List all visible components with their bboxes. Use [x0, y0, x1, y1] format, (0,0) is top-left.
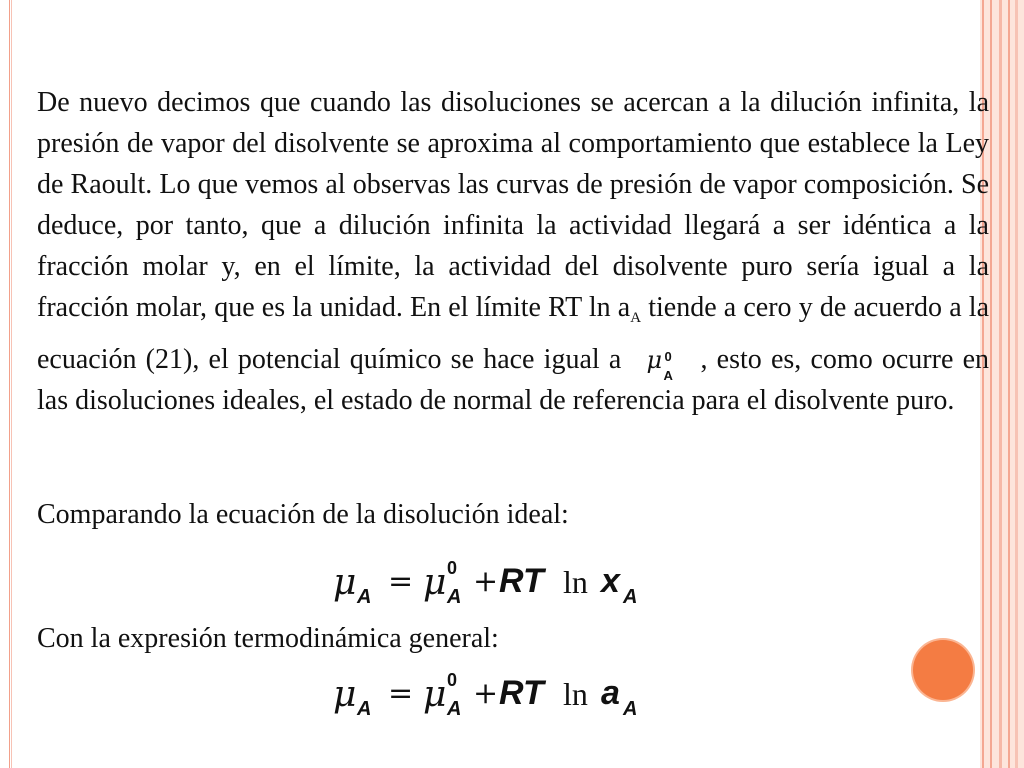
eq-ln: ln: [563, 676, 588, 712]
inline-mu-sub: A: [663, 368, 673, 383]
eq-var-sub: A: [623, 586, 638, 608]
general-expression-intro: Con la expresión termodinámica general:: [37, 623, 499, 654]
decorative-circle: [913, 640, 973, 700]
eq-rt: RT: [499, 674, 544, 712]
eq-var: x: [601, 562, 620, 600]
eq-mu0: μ: [423, 562, 447, 603]
paragraph-subscript-a: A: [630, 310, 642, 326]
eq-mu0-sub: A: [447, 698, 462, 720]
inline-mu-symbol: [630, 342, 700, 383]
eq-mu-sub: A: [357, 586, 372, 608]
eq-equals: =: [388, 676, 414, 711]
eq-mu: μ: [333, 562, 357, 603]
eq-var-sub: A: [623, 698, 638, 720]
paragraph-text-1: De nuevo decimos que cuando las disoluciones se acercan a la dilución infinita, la presión de vapor del disolvente se aproxima al comportamiento que establece la Ley de Raoult. Lo que vemos al observas las curvas de presión de vapor composición. Se deduce, por tanto, que a dilución infinita la actividad llegará a ser idéntica a la fracción molar y, en el límite, la actividad del disolvente puro sería igual a la fracción molar, que es la unidad. En el límite RT ln a: [37, 87, 989, 323]
right-border-stripe: [1008, 0, 1010, 768]
paragraph-text-3: , esto es, como ocurre en las disoluciones ideales, el estado de normal de referencia para el disolvente puro.: [37, 344, 989, 416]
eq-mu0-sup: 0: [447, 670, 458, 690]
eq-mu-sub: A: [357, 698, 372, 720]
right-border-stripe: [1015, 0, 1018, 768]
paragraph-text-2: tiende a cero y de acuerdo a la ecuación (21), el potencial químico se hace igual a: [37, 292, 989, 375]
inline-mu: μ: [646, 346, 663, 374]
equation-ideal: [333, 560, 663, 608]
left-border-line: [9, 0, 10, 768]
main-paragraph: [37, 82, 989, 421]
right-border-stripe: [990, 0, 992, 768]
eq-mu0-sub: A: [447, 586, 462, 608]
inline-mu-sup: 0: [664, 349, 672, 364]
ideal-solution-intro: Comparando la ecuación de la disolución ideal:: [37, 499, 569, 530]
eq-equals: =: [388, 564, 414, 599]
eq-plus: +: [473, 564, 499, 599]
left-border-line-inner: [11, 0, 12, 768]
equation-general: [333, 672, 663, 720]
eq-rt: RT: [499, 562, 544, 600]
eq-plus: +: [473, 676, 499, 711]
eq-mu: μ: [333, 674, 357, 715]
eq-mu0: μ: [423, 674, 447, 715]
right-border-stripe: [999, 0, 1002, 768]
eq-var: a: [601, 674, 620, 712]
eq-ln: ln: [563, 564, 588, 600]
eq-mu0-sup: 0: [447, 558, 458, 578]
